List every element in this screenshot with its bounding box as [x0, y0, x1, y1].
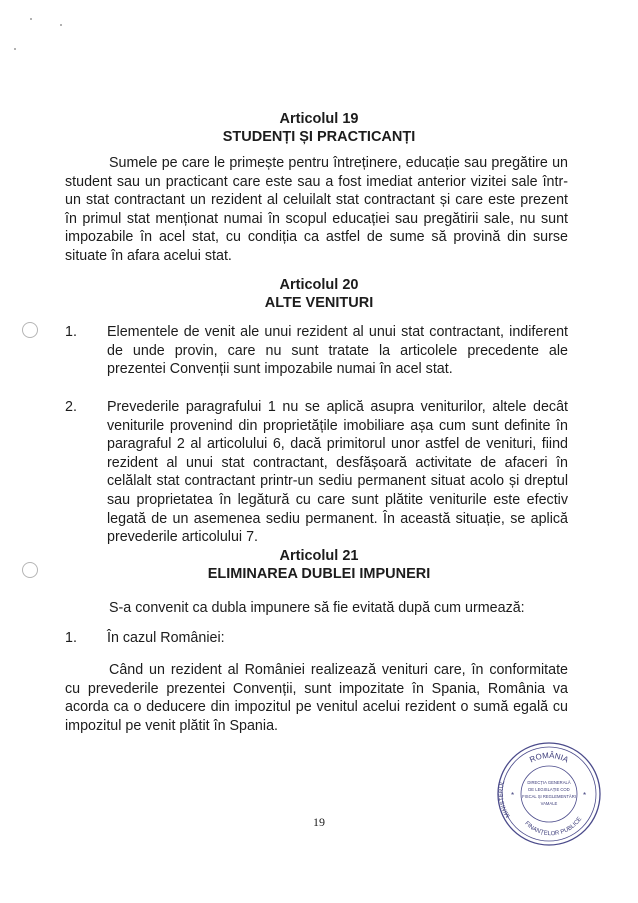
item-number: 1. — [65, 630, 77, 646]
article-title: ELIMINAREA DUBLEI IMPUNERI — [207, 566, 431, 582]
scan-speck — [30, 18, 32, 20]
scan-speck — [60, 24, 62, 26]
article-number: Articolul 19 — [279, 111, 359, 127]
article-21-intro: S-a convenit ca dubla impunere să fie evitată după cum urmează: — [109, 600, 525, 616]
article-20-paragraph-1 — [65, 323, 568, 379]
article-19-paragraph: Sumele pe care le primește pentru întreținere, educație sau pregătire un student sau un practicant care este sau a fost imediat anterior vizitei sale într-un stat contractant un rezident al celuilalt stat contractant și care este prezent în primul stat menționat numai în scopul educației sau pregătirii sale, nu sunt impozabile în acel stat, cu condiția ca astfel de sume să provină din surse situate în afara acelui stat. — [65, 155, 568, 264]
article-21-item-1 — [65, 629, 568, 648]
svg-text:DIRECȚIA GENERALĂ: DIRECȚIA GENERALĂ — [527, 780, 571, 785]
paragraph-number: 2. — [65, 399, 77, 415]
article-21-heading — [60, 547, 578, 583]
svg-text:FISCAL ȘI REGLEMENTĂRI: FISCAL ȘI REGLEMENTĂRI — [522, 794, 576, 799]
article-title: STUDENȚI ȘI PRACTICANȚI — [222, 129, 416, 145]
article-20-paragraph-2 — [65, 398, 568, 547]
item-text: În cazul României: — [107, 630, 225, 646]
punch-hole — [22, 322, 38, 338]
stamp-left-text: MINISTERUL — [498, 780, 512, 819]
paragraph-text: Elementele de venit ale unui rezident al unui stat contractant, indiferent de unde provin, care nu sunt tratate la articolele precedente ale prezentei Convenții sunt impozabile numai în acel stat. — [107, 324, 568, 378]
article-21-paragraph: Când un rezident al României realizează venituri care, în conformitate cu prevederile prezentei Convenții, sunt impozitate în Spania, România va acorda ca o deducere din impozitul pe venitul acelui rezident o sumă egală cu impozitul pe venit plătit în Spania. — [65, 662, 568, 734]
article-number: Articolul 21 — [279, 548, 359, 564]
punch-hole — [22, 562, 38, 578]
stamp-star: * — [583, 791, 587, 800]
paragraph-number: 1. — [65, 324, 77, 340]
svg-text:DE LEGISLAȚIE COD: DE LEGISLAȚIE COD — [528, 787, 570, 792]
stamp-inner-text — [522, 780, 576, 806]
article-number: Articolul 20 — [279, 277, 359, 293]
stamp-bottom-text: FINANȚELOR PUBLICE — [523, 816, 584, 838]
scan-speck — [14, 48, 16, 50]
article-title: ALTE VENITURI — [264, 295, 374, 311]
article-20-heading — [60, 276, 578, 312]
stamp-star: * — [511, 791, 515, 800]
page-number: 19 — [313, 815, 325, 829]
paragraph-text: Prevederile paragrafului 1 nu se aplică asupra veniturilor, altele decât veniturile provenind din proprietățile imobiliare așa cum sunt definite în paragraful 2 al articolului 6, dacă primitorul unor astfel de venituri, fiind rezident al unui stat contractant, desfășoară activitate de afaceri în celălalt stat contractant printr-un sediu permanent situat acolo și dreptul sau proprietatea în legătură cu care sunt plătite veniturile este efectiv legată de un asemenea sediu permanent. În această situație, se aplică prevederile articolului 7. — [107, 399, 568, 546]
stamp-top-text: ROMÂNIA — [528, 750, 570, 765]
svg-text:VAMALE: VAMALE — [540, 801, 558, 806]
official-stamp — [495, 740, 603, 848]
article-19-heading — [60, 110, 578, 146]
